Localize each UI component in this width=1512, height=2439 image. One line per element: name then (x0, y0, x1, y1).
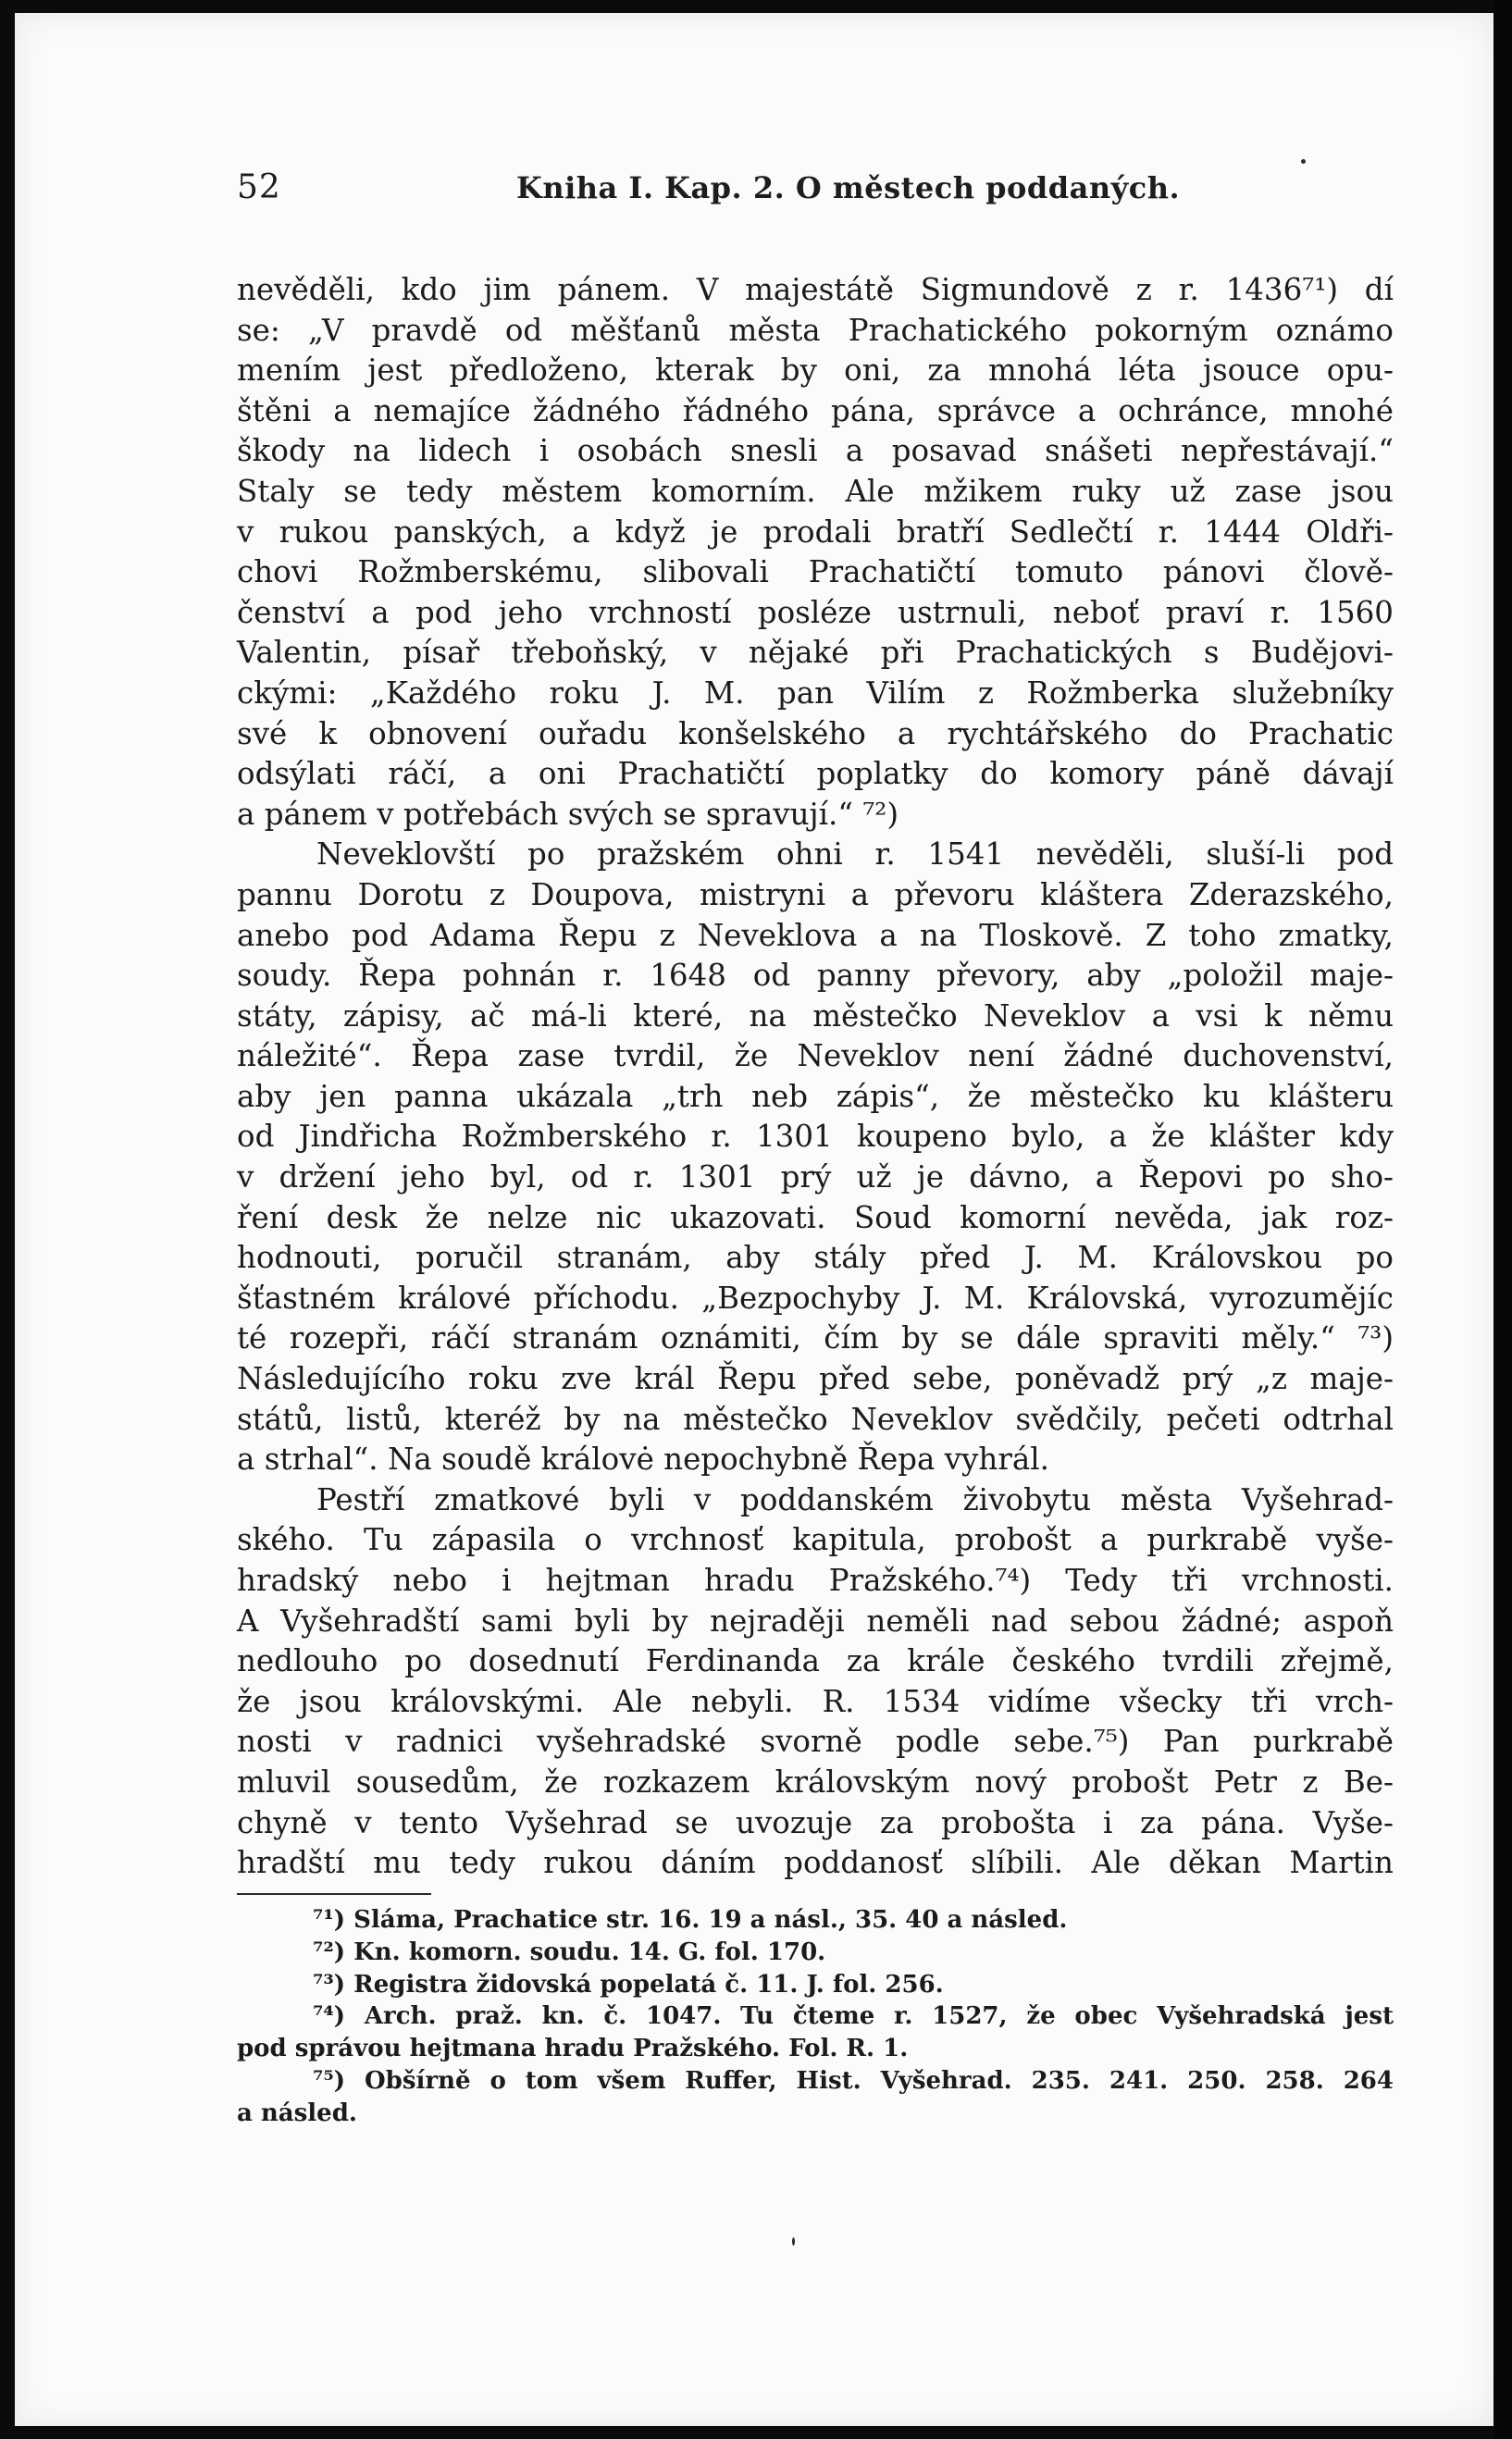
text-line: v držení jeho byl, od r. 1301 prý už je dávno, a Řepovi po sho- (237, 1159, 1394, 1195)
paragraph-start: Neveklovští po pražském ohni r. 1541 nevěděli, sluší-li pod (316, 836, 1394, 873)
footnote-75-continued: a násled. (237, 2099, 357, 2127)
text-line: ského. Tu zápasila o vrchnosť kapitula, probošt a purkrabě vyše- (237, 1522, 1394, 1558)
text-line: ření desk že nelze nic ukazovati. Soud komorní nevěda, jak roz- (237, 1199, 1394, 1235)
text-line: té rozepři, ráčí stranám oznámiti, čím by se dále spraviti měly.“ ⁷³) (237, 1320, 1394, 1356)
footnote-72: ⁷²) Kn. komorn. soudu. 14. G. fol. 170. (313, 1938, 826, 1966)
text-line: a pánem v potřebách svých se spravují.“ ⁷²) (237, 796, 899, 832)
text-line: chovi Rožmberskému, slibovali Prachatičtí tomuto pánovi člově- (237, 554, 1394, 590)
text-line: mením jest předloženo, kterak by oni, za mnohá léta jsouce opu- (237, 353, 1394, 389)
footnote-74-continued: pod správou hejtmana hradu Pražského. Fol. R. 1. (237, 2035, 909, 2063)
text-line: čenství a pod jeho vrchností posléze ustrnuli, neboť praví r. 1560 (237, 594, 1394, 630)
text-line: náležité“. Řepa zase tvrdil, že Neveklov není žádné duchovenství, (237, 1038, 1394, 1074)
text-line: Valentin, písař třeboňský, v nějaké při Prachatických s Budějovi- (237, 635, 1394, 671)
text-line: šťastném králové příchodu. „Bezpochyby J. M. Královská, vyrozumějíc (237, 1280, 1394, 1316)
text-line: se: „V pravdě od měšťanů města Prachatického pokorným oznámo (237, 312, 1394, 348)
text-line: chyně v tento Vyšehrad se uvozuje za probošta i za pána. Vyše- (237, 1804, 1394, 1840)
footnote-75: ⁷⁵) Obšírně o tom všem Ruffer, Hist. Vyšehrad. 235. 241. 250. 258. 264 (313, 2066, 1394, 2095)
text-line: A Vyšehradští sami byli by nejraději neměli nad sebou žádné; aspoň (237, 1603, 1394, 1639)
footnote-73: ⁷³) Registra židovská popelatá č. 11. J. fol. 256. (313, 1970, 944, 1999)
text-line: nevěděli, kdo jim pánem. V majestátě Sigmundově z r. 1436⁷¹) dí (237, 272, 1394, 307)
text-line: nosti v radnici vyšehradské svorně podle sebe.⁷⁵) Pan purkrabě (237, 1724, 1394, 1760)
text-line: hradští mu tedy rukou dáním poddanosť slíbili. Ale děkan Martin (237, 1845, 1394, 1881)
text-line: Následujícího roku zve král Řepu před sebe, poněvadž prý „z maje- (237, 1361, 1394, 1397)
scan-speck (1301, 159, 1306, 164)
text-line: škody na lidech i osobách snesli a posavad snášeti nepřestávají.“ (237, 433, 1394, 469)
footnote-74: ⁷⁴) Arch. praž. kn. č. 1047. Tu čteme r. 1527, že obec Vyšehradská jest (313, 2002, 1394, 2031)
footnotes (237, 1904, 1394, 2130)
text-line: štěni a nemajíce žádného řádného pána, správce a ochránce, mnohé (237, 392, 1394, 428)
footnote-71: ⁷¹) Sláma, Prachatice str. 16. 19 a násl., 35. 40 a násled. (313, 1906, 1068, 1934)
text-line: ckými: „Každého roku J. M. pan Vilím z Rožmberka služebníky (237, 675, 1394, 711)
text-line: odsýlati ráčí, a oni Prachatičtí poplatky do komory páně dávají (237, 756, 1394, 792)
text-line: Staly se tedy městem komorním. Ale mžikem ruky už zase jsou (237, 473, 1394, 509)
scan-speck (792, 2237, 795, 2246)
text-line: soudy. Řepa pohnán r. 1648 od panny převory, aby „položil maje- (237, 958, 1394, 994)
text-line: hodnouti, poručil stranám, aby stály před J. M. Královskou po (237, 1240, 1394, 1276)
text-line: anebo pod Adama Řepu z Neveklova a na Tloskově. Z toho zmatky, (237, 917, 1394, 953)
page-number: 52 (237, 168, 281, 206)
text-line: aby jen panna ukázala „trh neb zápis“, že městečko ku klášteru (237, 1078, 1394, 1114)
scan-edge (1493, 0, 1512, 2439)
text-line: států, listů, kteréž by na městečko Neveklov svědčily, pečeti odtrhal (237, 1401, 1394, 1437)
footnote-divider (237, 1893, 431, 1895)
text-line: státy, zápisy, ač má-li které, na městečko Neveklov a vsi k němu (237, 997, 1394, 1034)
main-text (237, 270, 1394, 1884)
text-line: od Jindřicha Rožmberského r. 1301 koupeno bylo, a že klášter kdy (237, 1119, 1394, 1155)
text-line: že jsou královskými. Ale nebyli. R. 1534 vidíme všecky tři vrch- (237, 1683, 1394, 1719)
text-line: své k obnovení ouřadu konšelského a rychtářského do Prachatic (237, 715, 1394, 751)
text-line: mluvil sousedům, že rozkazem královským nový probošt Petr z Be- (237, 1764, 1394, 1800)
running-title: Kniha I. Kap. 2. O městech poddaných. (516, 170, 1181, 205)
text-line: nedlouho po dosednutí Ferdinanda za krále českého tvrdili zřejmě, (237, 1643, 1394, 1679)
text-line: pannu Dorotu z Doupova, mistryni a převoru kláštera Zderazského, (237, 876, 1394, 912)
text-line: v rukou panských, a když je prodali bratří Sedlečtí r. 1444 Oldři- (237, 514, 1394, 550)
text-line: a strhal“. Na soudě královė nepochybně Řepa vyhrál. (237, 1442, 1049, 1478)
page-header (237, 168, 1394, 220)
text-line: hradský nebo i hejtman hradu Pražského.⁷⁴) Tedy tři vrchnosti. (237, 1563, 1394, 1598)
paragraph-start: Pestří zmatkové byli v poddanském živobytu města Vyšehrad- (316, 1481, 1394, 1517)
